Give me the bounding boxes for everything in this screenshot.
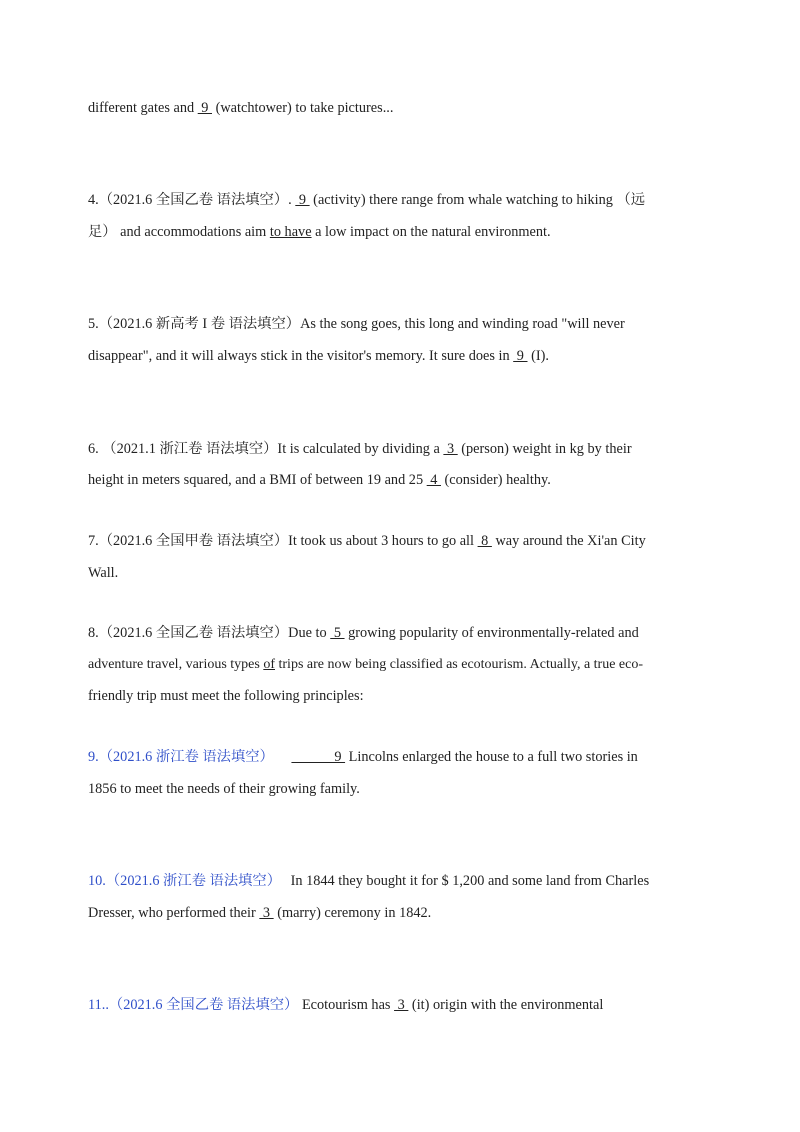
text: 足） and accommodations aim <box>88 224 270 240</box>
question-number: 8.（2021.6 全国乙卷 语法填空）Due to <box>88 625 331 641</box>
q7-line-2 <box>88 563 714 583</box>
text: different gates and <box>88 100 198 116</box>
answer-blank: 3 <box>394 997 409 1013</box>
question-label: 10.（2021.6 浙江卷 语法填空） <box>88 873 282 889</box>
answer-blank: 8 <box>477 533 492 549</box>
q5-line-2 <box>88 346 714 366</box>
answer-blank: 3 <box>259 905 274 921</box>
question-number: 7.（2021.6 全国甲卷 语法填空）It took us about 3 hours to go all <box>88 533 478 549</box>
answer-blank: 9 <box>197 100 212 116</box>
text: (marry) ceremony in 1842. <box>273 905 432 921</box>
answer-blank: 9 <box>291 749 346 765</box>
text: 1856 to meet the needs of their growing family. <box>88 781 360 797</box>
text: disappear", and it will always stick in the visitor's memory. It sure does in <box>88 348 514 364</box>
q8-line-1 <box>88 623 714 643</box>
q10-line-1 <box>88 871 714 891</box>
text: height in meters squared, and a BMI of between 19 and 25 <box>88 472 427 488</box>
q8-line-2 <box>88 655 714 675</box>
text: a low impact on the natural environment. <box>311 224 551 240</box>
q7-line-1 <box>88 531 714 551</box>
q9-line-1 <box>88 747 714 767</box>
q8-line-3 <box>88 686 714 706</box>
text: Lincolns enlarged the house to a full two stories in <box>345 749 638 765</box>
q6-line-2 <box>88 470 714 490</box>
underlined-phrase: to have <box>269 224 312 240</box>
question-number: 6. （2021.1 浙江卷 语法填空）It is calculated by dividing a <box>88 441 444 457</box>
text: In 1844 they bought it for $ 1,200 and some land from Charles <box>287 873 650 889</box>
text: adventure travel, various types <box>88 657 264 672</box>
text: Dresser, who performed their <box>88 905 260 921</box>
answer-blank: 4 <box>426 472 441 488</box>
answer-blank: 9 <box>513 348 528 364</box>
q4-line-2 <box>88 222 714 242</box>
q9-line-2 <box>88 779 714 799</box>
answer-blank: 5 <box>330 625 345 641</box>
question-number: 5.（2021.6 新高考 I 卷 语法填空）As the song goes, this long and winding road "will never <box>88 316 625 332</box>
text: Wall. <box>88 565 119 581</box>
answer-blank: 9 <box>295 192 310 208</box>
text: (activity) there range from whale watching to hiking （远 <box>309 192 646 208</box>
text: trips are now being classified as ecotourism. Actually, a true eco- <box>275 657 644 672</box>
q6-line-1 <box>88 439 714 459</box>
q11-line-1 <box>88 995 714 1015</box>
text: (watchtower) to take pictures... <box>212 100 394 116</box>
answer-blank: 3 <box>443 441 458 457</box>
text: (consider) healthy. <box>440 472 551 488</box>
text: friendly trip must meet the following principles: <box>88 688 364 704</box>
q5-line-1 <box>88 314 714 334</box>
text: Ecotourism has <box>301 997 395 1013</box>
text: growing popularity of environmentally-related and <box>344 625 639 641</box>
question-number: 4.（2021.6 全国乙卷 语法填空）. <box>88 192 296 208</box>
question-label: 9.（2021.6 浙江卷 语法填空） <box>88 749 274 765</box>
text: (it) origin with the environmental <box>408 997 604 1013</box>
underlined-word: of <box>263 657 275 672</box>
text: (I). <box>527 348 549 364</box>
question-label: 11..（2021.6 全国乙卷 语法填空） <box>88 997 299 1013</box>
q4-line-1 <box>88 190 714 210</box>
text: (person) weight in kg by their <box>457 441 632 457</box>
q3-line-1 <box>88 98 714 118</box>
q10-line-2 <box>88 903 714 923</box>
text: way around the Xi'an City <box>491 533 646 549</box>
